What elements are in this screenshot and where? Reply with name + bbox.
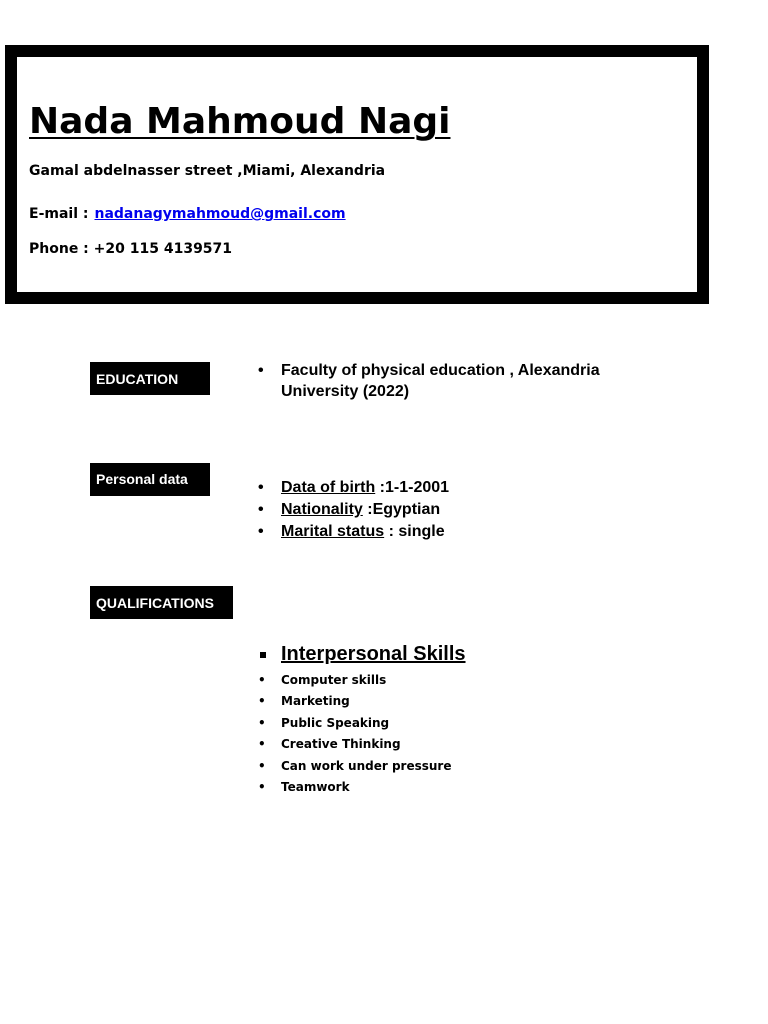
list-item	[256, 756, 451, 777]
bullet-icon: •	[258, 673, 266, 687]
education-label: EDUCATION	[90, 362, 210, 395]
list-item	[256, 777, 451, 798]
email-label: E-mail :	[29, 206, 89, 222]
email-line	[29, 206, 346, 222]
skills-list	[256, 670, 451, 798]
phone-line: Phone : +20 115 4139571	[29, 241, 233, 257]
email-link[interactable]: nadanagymahmoud@gmail.com	[94, 206, 346, 222]
skill-text: Computer skills	[281, 673, 387, 687]
personal-data-label: Personal data	[90, 463, 210, 496]
bullet-icon: •	[258, 715, 266, 730]
header-box	[5, 45, 709, 304]
skills-heading	[256, 643, 466, 666]
list-item	[256, 521, 449, 543]
list-item	[256, 691, 451, 712]
marital-status-label: Marital status	[281, 523, 385, 540]
skills-heading-text: Interpersonal Skills	[281, 643, 466, 665]
education-entry: Faculty of physical education , Alexandria University (2022)	[281, 362, 600, 400]
candidate-name: Nada Mahmoud Nagi	[29, 101, 451, 142]
marital-status-value: : single	[384, 523, 445, 540]
bullet-icon: •	[258, 780, 266, 795]
skill-text: Can work under pressure	[281, 758, 452, 773]
skill-text: Marketing	[281, 694, 350, 709]
education-list	[256, 360, 676, 402]
birth-date-label: Data of birth	[281, 479, 376, 496]
bullet-icon: •	[258, 362, 264, 379]
skill-text: Creative Thinking	[281, 737, 401, 752]
qualifications-label: QUALIFICATIONS	[90, 586, 233, 619]
list-item	[256, 734, 451, 755]
bullet-icon: •	[258, 694, 266, 709]
skill-text: Teamwork	[281, 780, 350, 795]
list-item	[256, 713, 451, 734]
bullet-icon: •	[258, 737, 266, 752]
nationality-value: :Egyptian	[362, 501, 441, 518]
list-item	[256, 499, 449, 521]
address-line: Gamal abdelnasser street ,Miami, Alexandria	[29, 163, 386, 179]
bullet-icon: •	[258, 501, 264, 518]
bullet-icon: •	[258, 523, 264, 540]
skill-text: Public Speaking	[281, 715, 390, 730]
birth-date-value: :1-1-2001	[375, 479, 450, 496]
list-item	[256, 360, 676, 402]
personal-data-list	[256, 477, 449, 543]
list-item	[256, 670, 451, 691]
list-item	[256, 477, 449, 499]
nationality-label: Nationality	[281, 501, 363, 518]
bullet-icon: •	[258, 479, 264, 496]
bullet-icon: •	[258, 758, 266, 773]
square-bullet-icon	[260, 652, 266, 658]
